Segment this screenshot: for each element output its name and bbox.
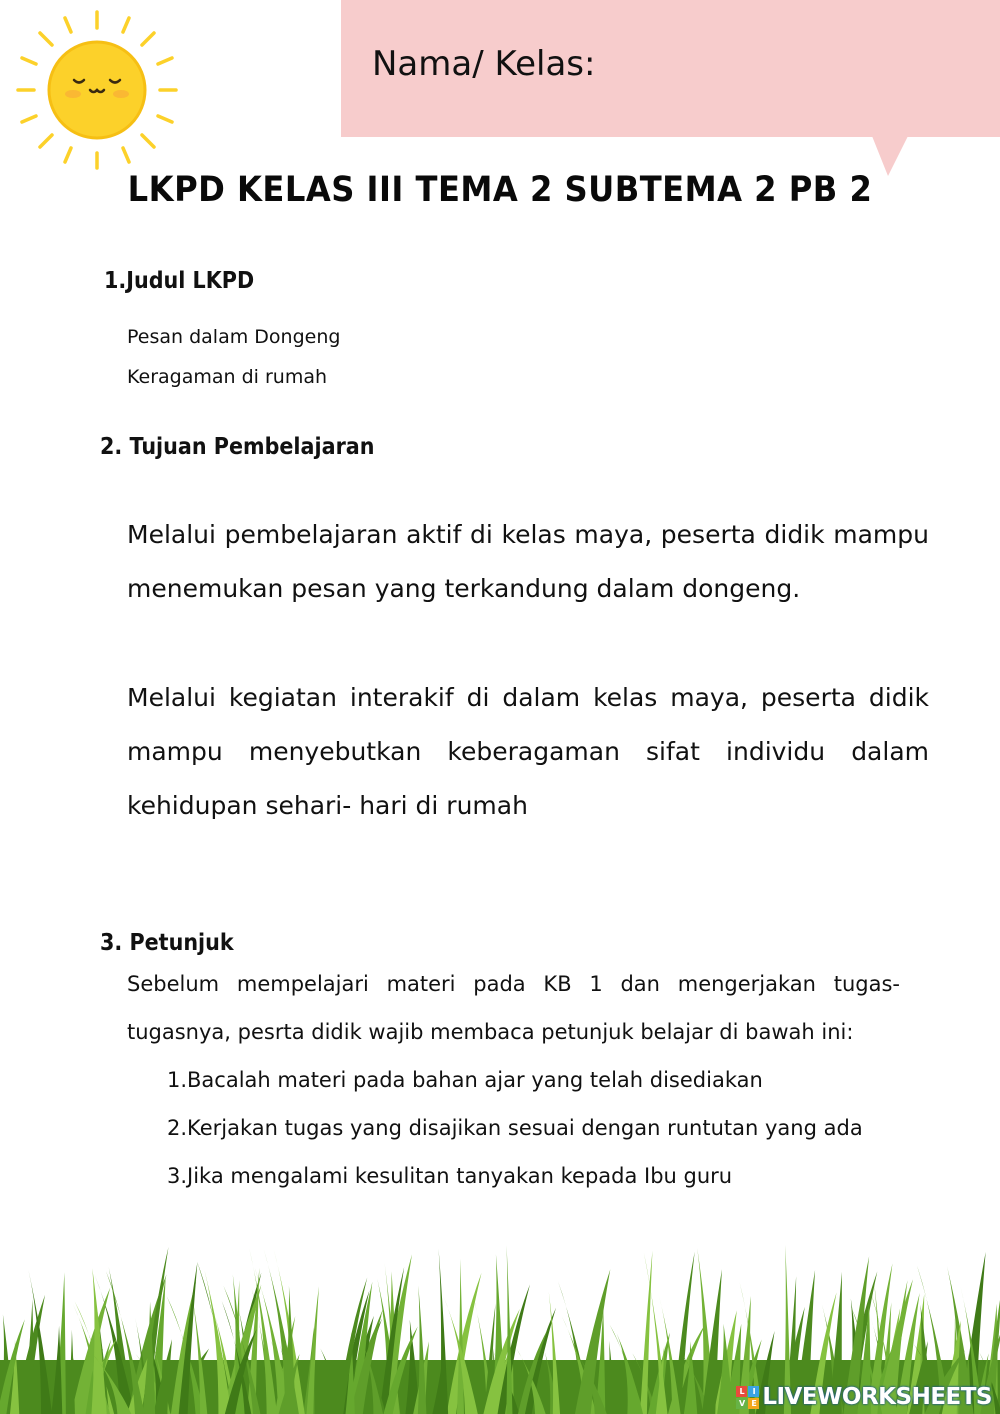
list-item <box>160 1056 900 1104</box>
judul-item: Pesan dalam Dongeng <box>127 326 341 348</box>
tujuan-paragraph: Melalui pembelajaran aktif di kelas maya, peserta didik mampu menemukan pesan yang terkandung dalam dongeng. <box>127 520 929 603</box>
section-heading-petunjuk: 3. Petunjuk <box>100 930 234 956</box>
section-heading-tujuan: 2. Tujuan Pembelajaran <box>100 434 375 460</box>
logo-letter: I <box>748 1386 759 1397</box>
grass-blade <box>24 1299 34 1414</box>
logo-letter: E <box>748 1398 759 1409</box>
step-number: 2. <box>166 1116 187 1140</box>
brand-text: LIVEWORKSHEETS <box>762 1384 992 1410</box>
petunjuk-steps <box>160 1056 900 1200</box>
brand-logo-icon <box>736 1386 759 1409</box>
step-text: Jika mengalami kesulitan tanyakan kepada Ibu guru <box>187 1164 733 1188</box>
list-item <box>160 1152 900 1200</box>
step-text: Kerjakan tugas yang disajikan sesuai dengan runtutan yang ada <box>187 1116 863 1140</box>
liveworksheets-logo <box>736 1384 992 1410</box>
judul-item: Keragaman di rumah <box>127 366 328 388</box>
step-number: 3. <box>166 1164 187 1188</box>
list-item <box>160 1104 900 1152</box>
tujuan-paragraph: Melalui kegiatan interakif di dalam kelas maya, peserta didik mampu menyebutkan keberagaman sifat individu dalam kehidupan sehari- hari di rumah <box>127 683 929 820</box>
logo-letter: V <box>736 1398 747 1409</box>
page-title: LKPD KELAS III TEMA 2 SUBTEMA 2 PB 2 <box>127 170 873 210</box>
name-class-label: Nama/ Kelas: <box>372 44 596 84</box>
grass-blade <box>418 1286 427 1414</box>
logo-letter: L <box>736 1386 747 1397</box>
section-heading-judul: 1.Judul LKPD <box>104 268 255 294</box>
step-text: Bacalah materi pada bahan ajar yang telah disediakan <box>187 1068 763 1092</box>
sun-icon <box>10 8 185 173</box>
petunjuk-intro: Sebelum mempelajari materi pada KB 1 dan mengerjakan tugas-tugasnya, pesrta didik wajib membaca petunjuk belajar di bawah ini: <box>127 972 900 1044</box>
step-number: 1. <box>166 1068 187 1092</box>
